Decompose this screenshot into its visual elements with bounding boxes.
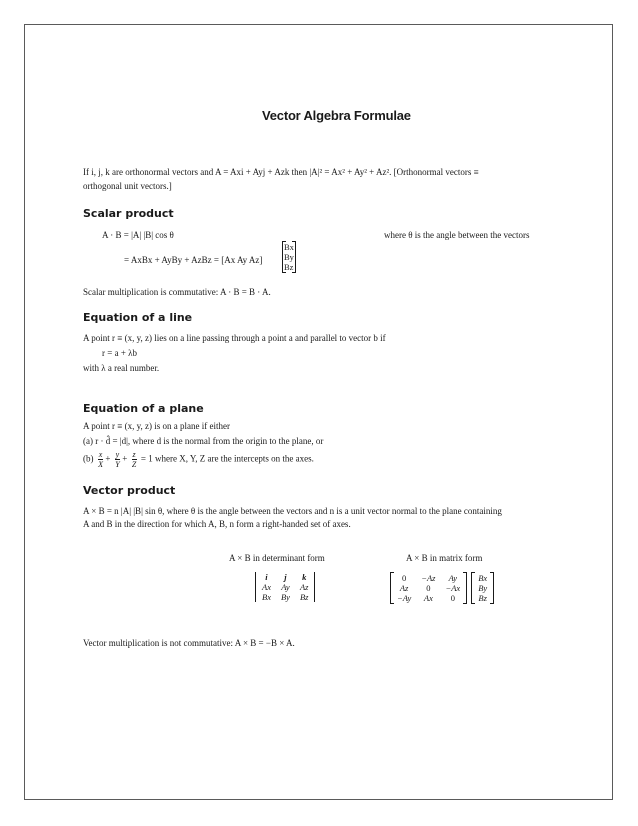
intro-line-2: orthogonal unit vectors.] (83, 181, 172, 191)
vector-text-1: A × B = n |A| |B| sin θ, where θ is the angle between the vectors and n is a unit vector normal to the plane containing (83, 506, 502, 516)
scalar-product-heading: Scalar product (83, 207, 174, 220)
line-text: A point r ≡ (x, y, z) lies on a line passing through a point a and parallel to vector b if (83, 333, 386, 343)
matrix-column-vector (473, 573, 492, 603)
page-title: Vector Algebra Formulae (262, 108, 411, 123)
scalar-col-3: Bz (284, 262, 294, 272)
scalar-eq-note: where θ is the angle between the vectors (384, 230, 530, 240)
matrix-col-cell: Bz (478, 593, 487, 603)
plane-option-b-prefix: (b) (83, 453, 94, 464)
fraction-x-over-X: $\frac{x}{X}$ (98, 450, 103, 469)
matrix-label: A × B in matrix form (406, 553, 483, 563)
fraction-z-over-Z: $\frac{z}{Z}$ (131, 450, 137, 469)
line-note: with λ a real number. (83, 363, 160, 373)
det-cell: Bx (262, 592, 271, 602)
determinant (255, 572, 315, 602)
matrix-cell: −Az (421, 573, 436, 583)
scalar-eq-2: = AxBx + AyBy + AzBz = [Ax Ay Az] (124, 255, 263, 265)
scalar-commutative: Scalar multiplication is commutative: A · B = B · A. (83, 287, 271, 297)
matrix-col-cell: Bx (478, 573, 488, 583)
plane-option-b-suffix: = 1 where X, Y, Z are the intercepts on the axes. (140, 453, 314, 464)
vector-text-2: A and B in the direction for which A, B, n form a right-handed set of axes. (83, 519, 351, 529)
scalar-col-1: Bx (284, 242, 294, 252)
vector-noncommutative: Vector multiplication is not commutative: A × B = −B × A. (83, 638, 295, 648)
scalar-column-vector (282, 241, 296, 273)
matrix-cell: 0 (401, 573, 407, 583)
det-cell: Ax (262, 582, 271, 592)
matrix-cell: Ay (448, 573, 458, 583)
determinant-table (257, 572, 313, 602)
matrix-cell: −Ax (445, 583, 461, 593)
plane-heading: Equation of a plane (83, 402, 204, 415)
plane-option-b: (b) $\frac{x}{X}$ + $\frac{y}{Y}$ + $\frac{z}{Z}$ = 1 where X, Y, Z are the intercepts on the axes. (83, 450, 314, 469)
intro-line-1: If i, j, k are orthonormal vectors and A = Axi + Ayj + Azk then |A|² = Ax² + Ay² + Az². [Orthonormal vectors ≡ (83, 167, 479, 177)
det-cell: Ay (281, 582, 290, 592)
fraction-y-over-Y: $\frac{y}{Y}$ (115, 450, 120, 469)
matrix-cell: Ax (423, 593, 433, 603)
line-heading: Equation of a line (83, 311, 193, 324)
plane-text: A point r ≡ (x, y, z) is on a plane if either (83, 421, 230, 431)
matrix-col-cell: By (478, 583, 488, 593)
det-cell: j (284, 572, 287, 582)
plane-option-a: (a) r · d̂ = |d|, where d is the normal from the origin to the plane, or (83, 436, 324, 446)
matrix-cell: 0 (426, 583, 431, 593)
matrix-cell: Az (399, 583, 409, 593)
det-cell: k (302, 572, 307, 582)
determinant-label: A × B in determinant form (229, 553, 325, 563)
matrix-cell: 0 (450, 593, 455, 603)
scalar-col-2: By (284, 252, 294, 262)
det-cell: i (265, 572, 268, 582)
line-eq: r = a + λb (102, 348, 138, 358)
cross-product-matrix (390, 572, 494, 604)
matrix-table (392, 573, 465, 603)
matrix-cell: −Ay (397, 593, 412, 603)
det-cell: Az (299, 582, 309, 592)
vector-product-heading: Vector product (83, 484, 176, 497)
det-cell: Bz (299, 592, 309, 602)
scalar-eq-1: A · B = |A| |B| cos θ (102, 230, 174, 240)
det-cell: By (280, 592, 290, 602)
